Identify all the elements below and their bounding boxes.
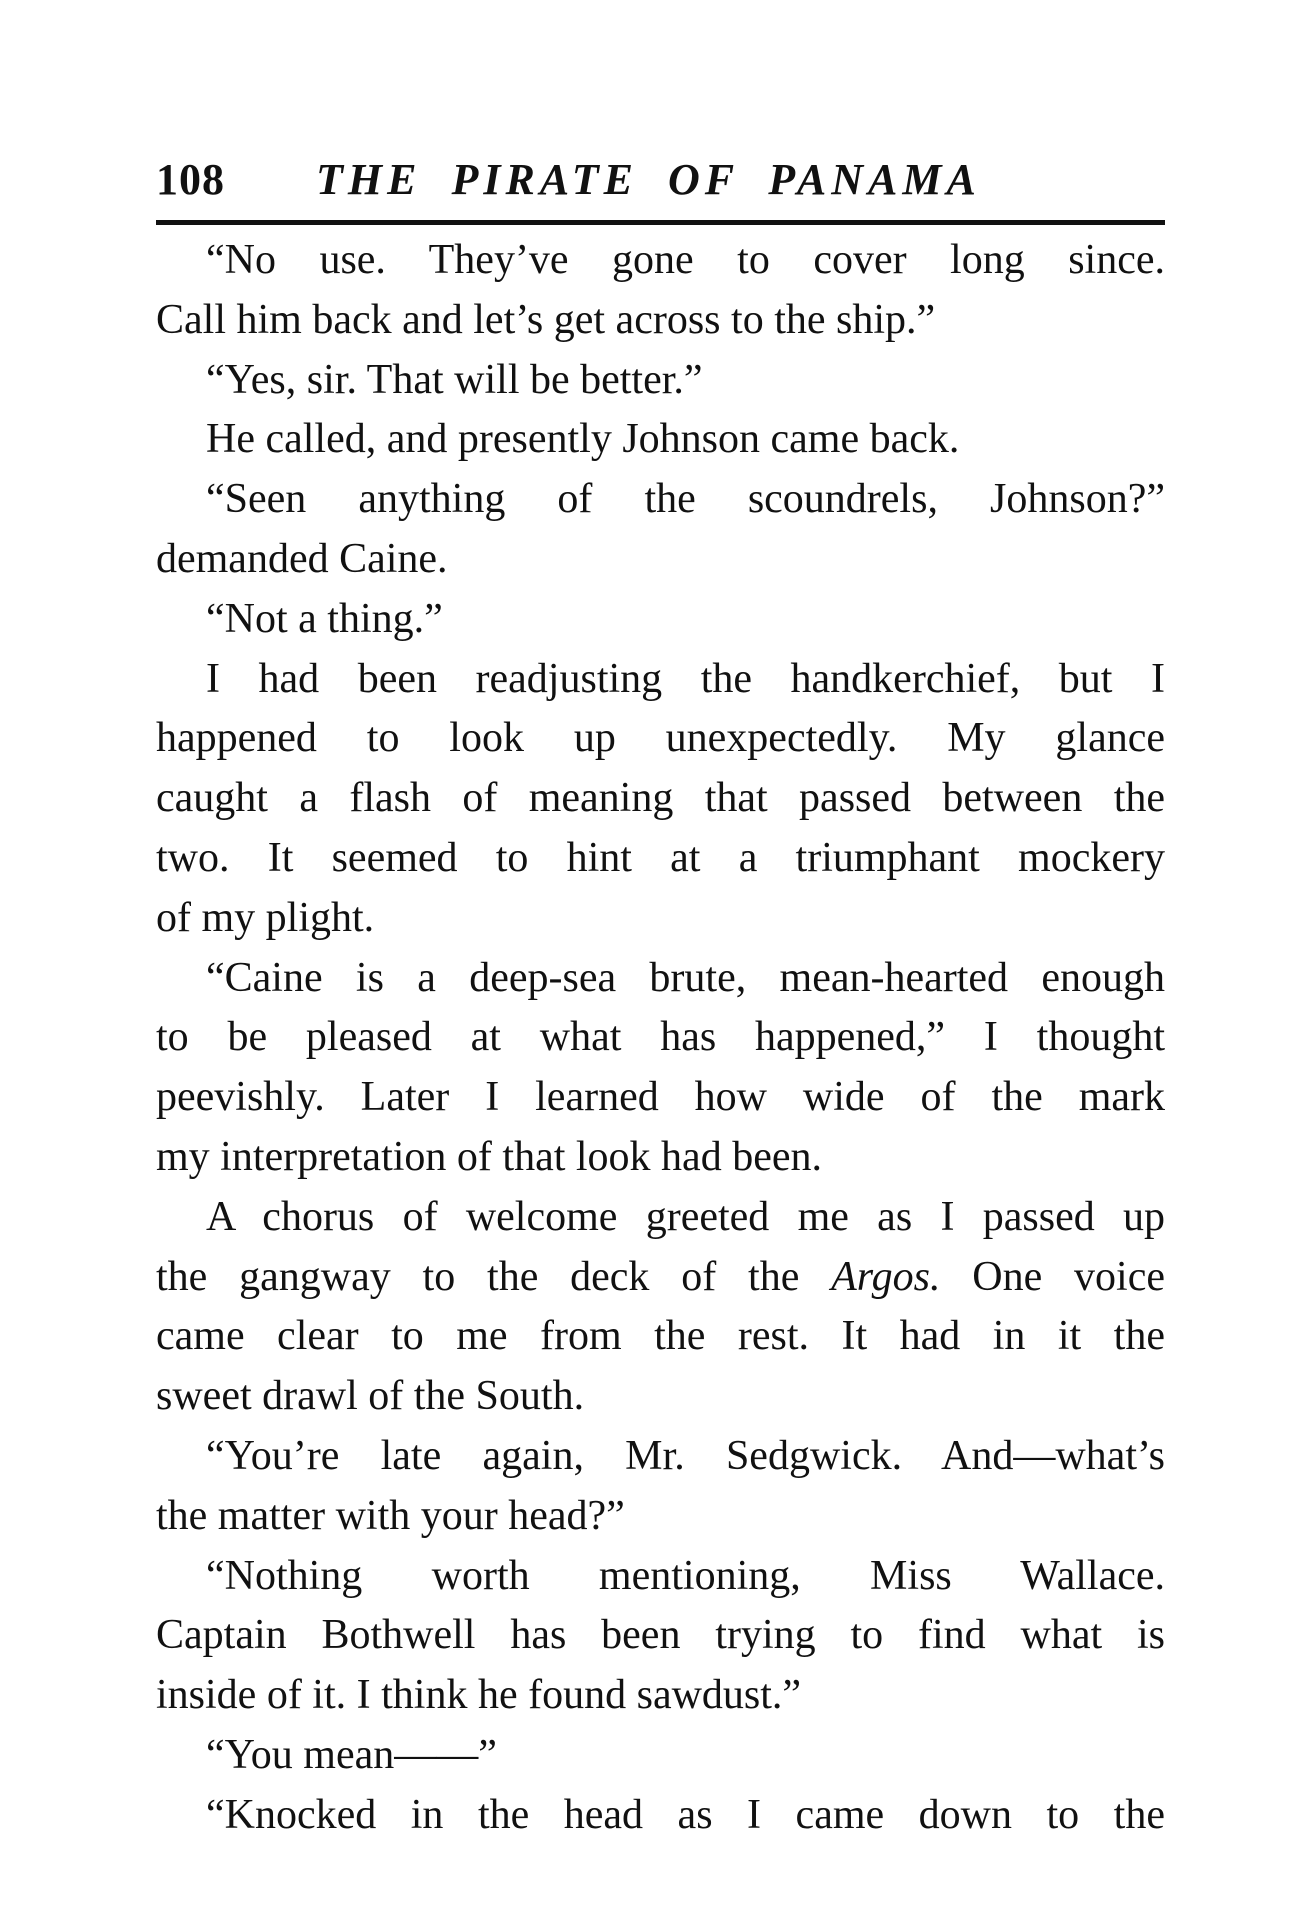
text-segment: One voice [940, 1253, 1165, 1300]
text-line: “Nothing worth mentioning, Miss Wallace. [206, 1552, 1165, 1599]
text-line: “No use. They’ve gone to cover long since. [206, 237, 1165, 283]
text-line: “Seen anything of the scoundrels, Johnson?” [206, 476, 1165, 523]
running-title: THE PIRATE OF PANAMA [316, 155, 981, 204]
text-line: “You mean——” [206, 1731, 497, 1778]
text-line: demanded Caine. [156, 535, 448, 582]
text-line: inside of it. I think he found sawdust.” [156, 1672, 802, 1719]
text-line: Call him back and let’s get across to the ship.” [156, 296, 936, 343]
text-line: He called, and presently Johnson came back. [206, 416, 960, 463]
text-segment: the gangway to the deck of the [156, 1253, 832, 1300]
text-line: “Yes, sir. That will be better.” [206, 356, 703, 403]
text-line: to be pleased at what has happened,” I thought [156, 1014, 1165, 1061]
text-line: “You’re late again, Mr. Sedgwick. And—what’s [206, 1432, 1165, 1479]
running-header [156, 150, 1165, 210]
text-line: happened to look up unexpectedly. My glance [156, 715, 1165, 762]
page-number: 108 [156, 155, 225, 204]
text-line [156, 1248, 1165, 1308]
body-text [156, 231, 1165, 1846]
text-line: I had been readjusting the handkerchief, but I [206, 655, 1165, 702]
ship-name-italic: Argos. [831, 1253, 941, 1300]
text-line: the matter with your head?” [156, 1492, 625, 1539]
text-line: “Not a thing.” [206, 595, 443, 642]
text-line: caught a flash of meaning that passed between the [156, 775, 1165, 822]
text-line: A chorus of welcome greeted me as I passed up [206, 1193, 1165, 1240]
text-line: “Knocked in the head as I came down to the [206, 1791, 1165, 1838]
text-line: Captain Bothwell has been trying to find what is [156, 1612, 1165, 1659]
text-line: came clear to me from the rest. It had in it the [156, 1313, 1165, 1360]
text-line: “Caine is a deep-sea brute, mean-hearted enough [206, 954, 1165, 1001]
text-line: of my plight. [156, 894, 375, 941]
header-rule [156, 220, 1165, 225]
text-line: two. It seemed to hint at a triumphant mockery [156, 834, 1165, 881]
text-line: peevishly. Later I learned how wide of the mark [156, 1074, 1165, 1121]
text-line: my interpretation of that look had been. [156, 1133, 822, 1180]
book-page [156, 150, 1165, 1846]
text-line: sweet drawl of the South. [156, 1373, 585, 1420]
